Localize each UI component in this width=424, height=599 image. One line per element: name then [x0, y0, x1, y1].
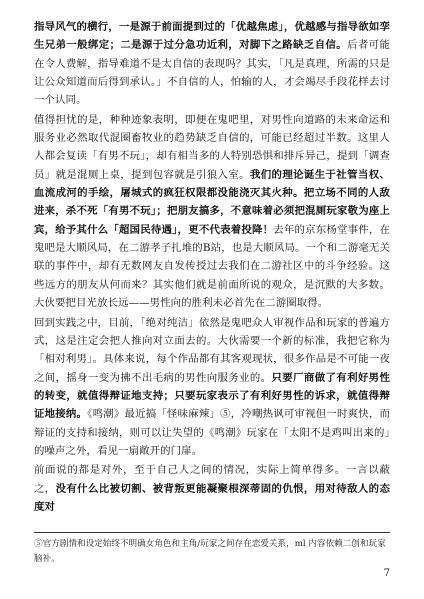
bold-text-segment: 指导风气的横行，一是源于前面提到过的「优越焦虑」，优越感与指导欲如孪生兄弟一般绑定；二是源于过分急功近利，对脚下之路缺乏自信。 [34, 21, 390, 52]
paragraph-4 [34, 461, 390, 516]
paragraph-3 [34, 314, 390, 461]
paragraph-2 [34, 111, 390, 313]
bold-text-segment: 只要厂商做了有利好男性的转变，就值得辩证地支持；只要玩家表示了有利好男性的诉求，就值得辩证地接纳。 [34, 371, 390, 421]
page-body [34, 18, 390, 516]
text-segment: 后者可能在令人费解，指导难道不是太自信的表现吗？其实，「凡是真理，所需的只是让公众知道而后得到承认。」不自信的人，怕输的人，才会竭尽手段花样去讨一个认同。 [34, 39, 390, 107]
footnote-separator [34, 532, 390, 533]
text-segment: 回到实践之中，目前，「绝对纯洁」依然是鬼吧众人审视作品和玩家的普遍方式，这是注定会把人推向对立面去的。大伙需要一个新的标准，我把它称为「相对利男」。具体来说，每个作品都有其客观现状，很多作品是不可能一夜之间，摇身一变为拂不出毛病的男性向服务业的。 [34, 316, 390, 384]
footnote: ⑤官方剧情和设定始终不明确女角色和主角/玩家之间存在恋爱关系，ml 内容依赖二创和玩家脑补。 [34, 539, 386, 564]
text-segment: 值得担忧的是，种种迹象表明，即便在鬼吧里，对男性向道路的未来命运和服务业必然取代混圈畜牧业的趋势缺乏自信的，可能已经超过半数。这里人人都会复读「有男不玩」，却有相当多的人特别恐惧和排斥异己，提到「调查员」就是混厕上桌，提到包容就是引狼入室。 [34, 113, 390, 181]
text-segment: 《鸣潮》最近搞「怪味麻辣」⑤，冷嘲热讽可审视但一时爽快，而辩证的支持和接纳，则可以让失望的《鸣潮》玩家在「太阳不是鸡叫出来的」的噪声之外，看见一扇敞开的门扉。 [34, 408, 390, 457]
bold-text-segment: 我们的理论诞生于社管当权、血流成河的手绘，屠城式的疯狂权限都没能浇灭其火种。把立场不同的人敌进来，杀不死「有男不玩」；把朋友搞多，不意味着必须把混厕玩家敬为座上宾，给予其什么「超国民待遇」，更不代表着投降！ [34, 168, 391, 236]
text-segment: 去年的京东杨堂事件，在鬼吧是大顺风局，在二游孝子扎堆的B站，也是大顺风局。一个和二游毫无关联的事件中，却有无数网友自发传授过去我们在二游社区中的斗争经验。这些远方的朋友从何而来？其实他们就是前面所说的观众，是沉默的大多数。大伙要把目光放长远——男性向的胜利未必首先在二游圈取得。 [34, 223, 390, 310]
bold-text-segment: 没有什么比被切割、被背叛更能凝聚根深蒂固的仇恨，用对待敌人的态度对 [34, 482, 390, 513]
paragraph-1 [34, 18, 390, 110]
text-segment: 前面说的都是对外，至于自己人之间的情况，实际上简单得多。一言以蔽之， [34, 464, 390, 495]
page-number: 7 [383, 568, 390, 579]
